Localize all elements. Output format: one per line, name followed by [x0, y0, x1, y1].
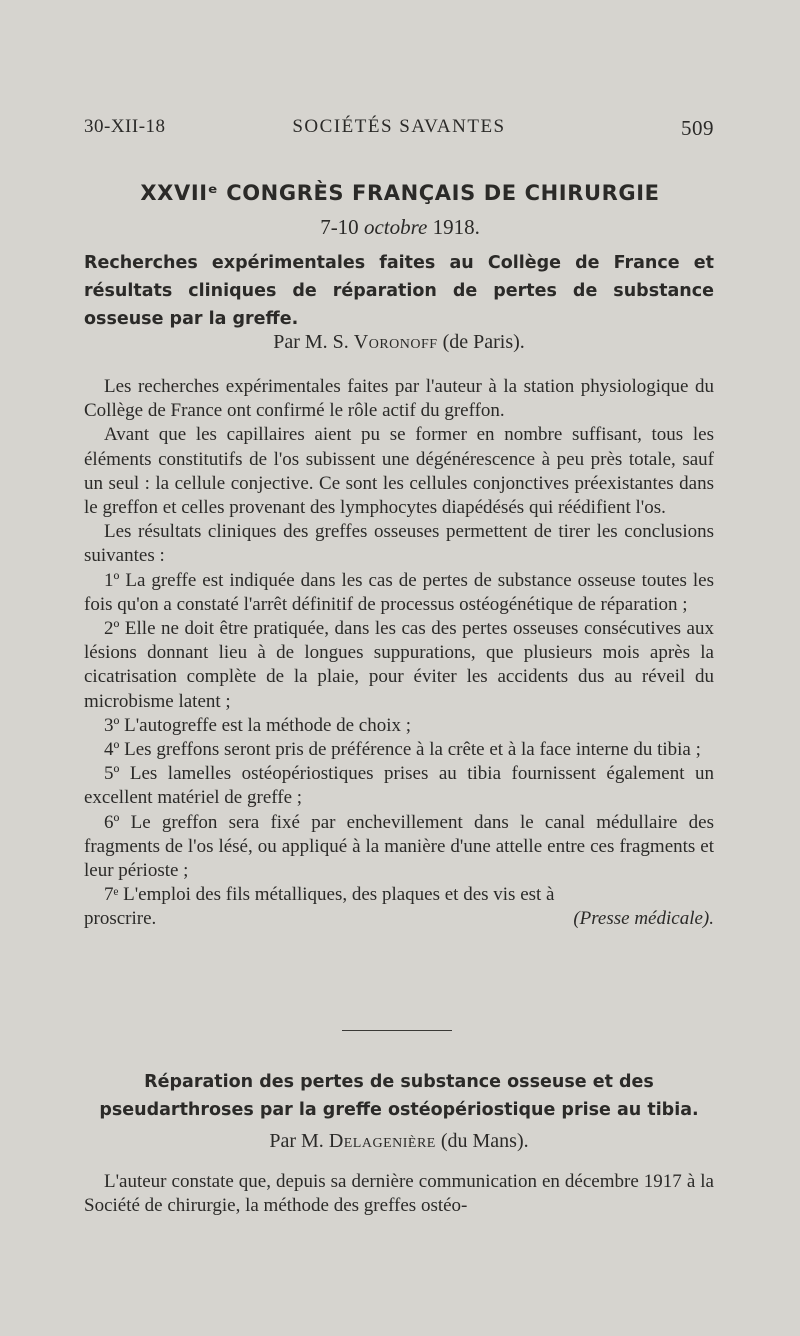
page-number: 509 [681, 116, 714, 140]
article1-paragraph: Les recherches expérimentales faites par l'auteur à la station physiologique du Collège de France ont confirmé le rôle actif du greffon. [84, 376, 714, 422]
section-divider [342, 1030, 452, 1031]
article2-paragraph: L'auteur constate que, depuis sa dernière communication en décembre 1917 à la Société de chirurgie, la méthode des greffes ostéo- [84, 1171, 714, 1217]
article2-body [84, 1170, 714, 1218]
article1-paragraph: 7ᵉ L'emploi des fils métalliques, des plaques et des vis est à [104, 884, 555, 906]
congress-title: XXVIIᵉ CONGRÈS FRANÇAIS DE CHIRURGIE [140, 181, 660, 205]
article2-author: Delagenière [328, 1130, 436, 1152]
dates-year: 1918. [427, 215, 480, 239]
article1-body [84, 375, 714, 932]
article1-paragraph: Avant que les capillaires aient pu se former en nombre suffisant, tous les éléments constitutifs de l'os subissent une dégénérescence à peu près totale, sauf un seul : la cellule conjective. Ce sont les cellules conjonctives préexistantes dans le greffon et celles provenant des lymphocytes diapédésés qui réédifient l'os. [84, 424, 714, 519]
article1-last-word: proscrire. [84, 908, 157, 930]
article2-byline [84, 1130, 714, 1153]
header-date: 30-XII-18 [84, 116, 166, 137]
article1-byline [84, 331, 714, 354]
article1-title: Recherches expérimentales faites au Collège de France et résultats cliniques de réparation de pertes de substance osseuse par la greffe. [84, 253, 714, 329]
dates-prefix: 7-10 [320, 215, 364, 239]
congress-dates [80, 215, 720, 240]
header-section: SOCIÉTÉS SAVANTES [292, 116, 506, 137]
dates-month: octobre [363, 215, 428, 239]
article1-paragraph: 2º Elle ne doit être pratiquée, dans les cas des pertes osseuses consécutives aux lésions donnant lieu à de longues suppurations, que plusieurs mois après la cicatrisation complète de la plaie, pour éviter les accidents dus au réveil du microbisme latent ; [84, 618, 714, 712]
running-header [84, 116, 714, 146]
article1-author: Voronoff [353, 331, 438, 353]
article1-source: (Presse médicale). [573, 908, 714, 930]
article1-paragraph: Les résultats cliniques des greffes osseuses permettent de tirer les conclusions suivantes : [84, 521, 714, 567]
article1-byline-prefix: Par M. S. [273, 331, 354, 353]
article1-paragraph: 1º La greffe est indiquée dans les cas de pertes de substance osseuse toutes les fois qu'on a constaté l'arrêt définitif de processus ostéogénétique de réparation ; [84, 569, 714, 615]
article1-paragraph: 6º Le greffon sera fixé par enchevillement dans le canal médullaire des fragments de l'os lésé, ou appliqué à la manière d'une attelle entre ces fragments et leur périoste ; [84, 811, 714, 882]
article1-closing-line [84, 907, 714, 931]
article1-paragraph: 3º L'autogreffe est la méthode de choix ; [104, 714, 412, 736]
article1-paragraph: 4º Les greffons seront pris de préférence à la crête et à la face interne du tibia ; [104, 739, 701, 761]
article2-title: Réparation des pertes de substance osseuse et des pseudarthroses par la greffe ostéopériostique prise au tibia. [99, 1072, 699, 1120]
article1-paragraph: 5º Les lamelles ostéopériostiques prises au tibia fournissent également un excellent matériel de greffe ; [84, 763, 714, 809]
article1-byline-suffix: (de Paris). [437, 331, 525, 353]
article2-byline-prefix: Par M. [269, 1130, 329, 1152]
article2-byline-suffix: (du Mans). [435, 1130, 529, 1152]
